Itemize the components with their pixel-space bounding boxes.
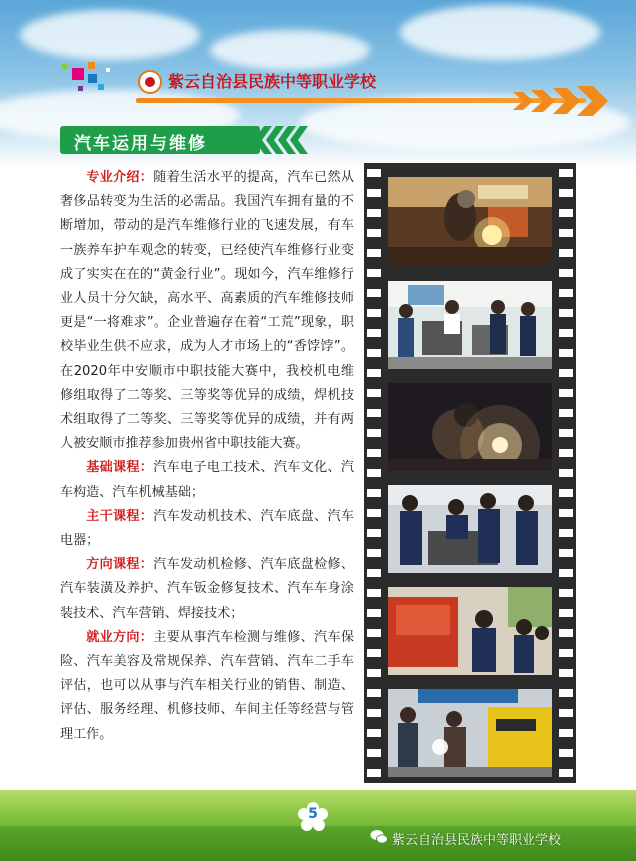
page-header <box>58 62 618 112</box>
section-title-box <box>60 126 260 154</box>
intro-paragraph <box>60 166 354 456</box>
direction-courses-paragraph <box>60 553 354 626</box>
intro-label: 专业介绍： <box>86 170 154 185</box>
career-label: 就业方向： <box>86 629 154 645</box>
film-holes-right <box>559 163 573 783</box>
wechat-icon <box>370 829 388 845</box>
welding-training-photo <box>388 689 552 777</box>
watermark-text: 紫云自治县民族中等职业学校 <box>392 833 562 848</box>
direction-courses-label: 方向课程： <box>86 557 154 573</box>
film-holes-left <box>367 163 381 783</box>
school-emblem-icon <box>138 70 162 94</box>
welding-workshop-photo <box>388 177 552 265</box>
core-courses-paragraph <box>60 505 354 553</box>
direction-courses-text: 汽车发动机检修、汽车底盘检修、汽车装潢及养护、汽车钣金修复技术、汽车车身涂装技术、汽车营销、焊接技术； <box>60 557 354 621</box>
career-paragraph <box>60 626 354 747</box>
film-strip <box>364 163 576 783</box>
school-name: 紫云自治县民族中等职业学校 <box>168 72 377 91</box>
basic-courses-text: 汽车电子电工技术、汽车文化、汽车构造、汽车机械基础； <box>60 460 354 500</box>
welding-sparks-photo <box>388 383 552 471</box>
section-title: 汽车运用与维修 <box>74 134 207 154</box>
core-courses-label: 主干课程： <box>86 508 154 524</box>
chevron-right-icon <box>513 86 623 116</box>
basic-courses-label: 基础课程： <box>86 460 154 476</box>
career-text: 主要从事汽车检测与维修、汽车保险、汽车美容及常规保养、汽车营销、汽车二手车评估，也可以从事与汽车相关行业的销售、制造、评估、服务经理、机修技师、车间主任等经营与管理工作。 <box>60 629 354 742</box>
chevron-left-icon <box>252 124 310 156</box>
core-courses-text: 汽车发动机技术、汽车底盘、汽车电器； <box>60 508 354 549</box>
intro-text: 随着生活水平的提高，汽车已然从奢侈品转变为生活的必需品。我国汽车拥有量的不断增加，带动的是汽车维修行业的飞速发展，有车一族养车护车观念的转变，已经使汽车维修行业变成了实实在在的“黄金行业”。现如今，汽车维修行业人员十分欠缺，高水平、高素质的汽车维修技师更是“一将难求”。企业普遍存在着“工荒”现象，职校毕业生供不应求，成为人才市场上的“香饽饽”。在2020年中安顺市中职技能大赛中，我校机电维修组取得了二等奖、三等奖等优异的成绩，焊机技术组取得了二等奖、三等奖等优异的成绩，并有两人被安顺市推荐参加贵州省中职技能大赛。 <box>60 170 354 452</box>
car-body-painting-photo <box>388 587 552 675</box>
students-engine-photo <box>388 485 552 573</box>
engine-class-photo <box>388 281 552 369</box>
basic-courses-paragraph <box>60 456 354 504</box>
page-number: 5 <box>308 806 318 822</box>
body-text <box>60 166 354 747</box>
